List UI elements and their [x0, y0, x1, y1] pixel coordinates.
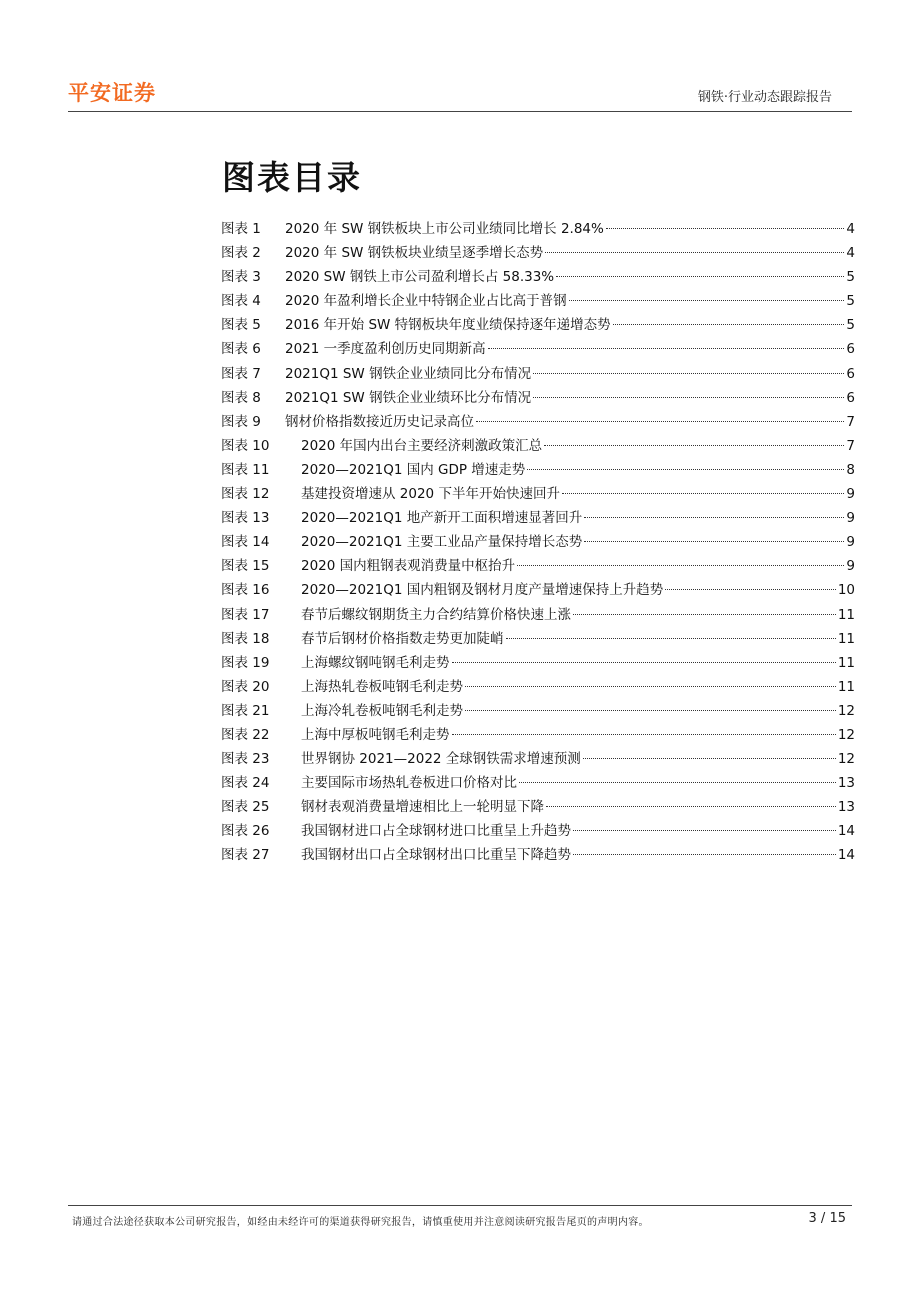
toc-entry-label: 图表 25	[221, 799, 270, 816]
toc-entry-title: 基建投资增速从 2020 下半年开始快速回升	[301, 486, 560, 503]
toc-entry[interactable]	[221, 509, 855, 533]
toc-entry-page: 13	[837, 799, 855, 816]
toc-entry[interactable]	[221, 606, 855, 630]
toc-leader-dots	[452, 734, 836, 735]
toc-entry-title: 2020 年 SW 钢铁板块上市公司业绩同比增长 2.84%	[285, 221, 604, 237]
toc-entry-label: 图表 18	[221, 630, 270, 647]
toc-entry-title: 我国钢材出口占全球钢材出口比重呈下降趋势	[301, 847, 571, 864]
toc-entry-page: 14	[837, 847, 855, 864]
toc-entry[interactable]	[221, 702, 855, 726]
toc-entry[interactable]	[221, 678, 855, 702]
toc-entry-title: 我国钢材进口占全球钢材进口比重呈上升趋势	[301, 823, 571, 840]
page-title: 图表目录	[222, 158, 362, 197]
toc-leader-dots	[517, 565, 844, 566]
toc-leader-dots	[573, 854, 836, 855]
toc-entry-label: 图表 14	[221, 534, 270, 551]
toc-entry-title: 2020—2021Q1 地产新开工面积增速显著回升	[301, 510, 583, 527]
toc-entry[interactable]	[221, 557, 855, 581]
toc-leader-dots	[545, 252, 844, 253]
report-type: 钢铁·行业动态跟踪报告	[697, 90, 832, 105]
toc-entry-label: 图表 11	[221, 461, 270, 478]
toc-entry[interactable]	[221, 268, 855, 292]
toc-entry[interactable]	[221, 822, 855, 846]
toc-entry-page: 11	[837, 678, 855, 695]
toc-entry-label: 图表 1	[221, 221, 261, 237]
toc-leader-dots	[465, 710, 836, 711]
toc-entry-label: 图表 13	[221, 510, 270, 527]
toc-entry-label: 图表 4	[221, 293, 261, 310]
toc-leader-dots	[573, 614, 836, 615]
toc-entry-label: 图表 2	[221, 245, 261, 262]
toc-entry[interactable]	[221, 726, 855, 750]
toc-entry[interactable]	[221, 630, 855, 654]
toc-entry-page: 5	[846, 269, 855, 286]
toc-entry[interactable]	[221, 654, 855, 678]
header-divider	[68, 111, 852, 112]
toc-leader-dots	[465, 686, 836, 687]
toc-entry-page: 10	[837, 582, 855, 599]
toc-entry-page: 9	[846, 510, 855, 527]
toc-entry-title: 钢材价格指数接近历史记录高位	[285, 413, 474, 430]
toc-entry-label: 图表 21	[221, 702, 270, 719]
company-logo: 平安证券	[68, 81, 156, 105]
toc-entry-label: 图表 15	[221, 558, 270, 575]
toc-leader-dots	[519, 782, 836, 783]
toc-entry-label: 图表 9	[221, 413, 261, 430]
toc-leader-dots	[533, 373, 844, 374]
toc-entry-title: 2016 年开始 SW 特钢板块年度业绩保持逐年递增态势	[285, 317, 611, 334]
toc-entry-label: 图表 3	[221, 269, 261, 286]
toc-entry[interactable]	[221, 220, 855, 244]
toc-entry-title: 主要国际市场热轧卷板进口价格对比	[301, 775, 517, 792]
toc-entry-page: 14	[837, 823, 855, 840]
toc-leader-dots	[665, 589, 836, 590]
toc-entry[interactable]	[221, 750, 855, 774]
toc-entry[interactable]	[221, 413, 855, 437]
toc-leader-dots	[584, 541, 844, 542]
toc-entry-title: 2021Q1 SW 钢铁企业业绩环比分布情况	[285, 389, 532, 406]
toc-entry-title: 2020 年国内出台主要经济刺激政策汇总	[301, 437, 543, 454]
toc-entry-page: 9	[846, 558, 855, 575]
toc-leader-dots	[546, 806, 836, 807]
toc-entry-title: 春节后螺纹钢期货主力合约结算价格快速上涨	[301, 606, 571, 623]
toc-leader-dots	[569, 300, 845, 301]
toc-entry-page: 7	[846, 437, 855, 454]
toc-entry-label: 图表 20	[221, 678, 270, 695]
toc-entry-page: 6	[846, 341, 855, 358]
toc-entry[interactable]	[221, 365, 855, 389]
toc-entry-page: 12	[837, 751, 855, 768]
toc-leader-dots	[556, 276, 844, 277]
toc-entry-title: 2020—2021Q1 主要工业品产量保持增长态势	[301, 534, 583, 551]
toc-entry-page: 8	[846, 461, 855, 478]
toc-entry-label: 图表 5	[221, 317, 261, 334]
toc-leader-dots	[488, 348, 845, 349]
toc-entry-label: 图表 19	[221, 654, 270, 671]
toc-entry-label: 图表 8	[221, 389, 261, 406]
toc-leader-dots	[583, 758, 836, 759]
toc-entry-title: 2020—2021Q1 国内 GDP 增速走势	[301, 461, 526, 478]
toc-entry-page: 6	[846, 365, 855, 382]
toc-entry-page: 4	[846, 221, 855, 237]
toc-entry-label: 图表 23	[221, 751, 270, 768]
toc-entry-title: 钢材表观消费量增速相比上一轮明显下降	[301, 799, 544, 816]
toc-entry-page: 9	[846, 534, 855, 551]
toc-entry-label: 图表 7	[221, 365, 261, 382]
toc-entry-title: 上海冷轧卷板吨钢毛利走势	[301, 702, 463, 719]
toc-entry[interactable]	[221, 437, 855, 461]
toc-entry[interactable]	[221, 846, 855, 870]
toc-entry-title: 2020—2021Q1 国内粗钢及钢材月度产量增速保持上升趋势	[301, 582, 664, 599]
toc-entry-label: 图表 16	[221, 582, 270, 599]
toc-entry-title: 春节后钢材价格指数走势更加陡峭	[301, 630, 504, 647]
toc-entry-label: 图表 26	[221, 823, 270, 840]
toc-entry[interactable]	[221, 461, 855, 485]
toc-entry[interactable]	[221, 292, 855, 316]
toc-entry-page: 5	[846, 317, 855, 334]
toc-entry-label: 图表 10	[221, 437, 270, 454]
toc-leader-dots	[562, 493, 844, 494]
toc-entry[interactable]	[221, 316, 855, 340]
toc-entry-label: 图表 17	[221, 606, 270, 623]
toc-leader-dots	[533, 397, 844, 398]
toc-leader-dots	[544, 445, 844, 446]
toc-entry-label: 图表 6	[221, 341, 261, 358]
toc-entry-title: 2021 一季度盈利创历史同期新高	[285, 341, 486, 358]
toc-leader-dots	[613, 324, 845, 325]
toc-entry-page: 7	[846, 413, 855, 430]
toc-list	[221, 220, 855, 871]
footer-divider	[68, 1205, 852, 1206]
toc-leader-dots	[584, 517, 844, 518]
toc-entry-page: 9	[846, 486, 855, 503]
toc-entry-label: 图表 27	[221, 847, 270, 864]
toc-leader-dots	[452, 662, 836, 663]
toc-entry-label: 图表 24	[221, 775, 270, 792]
toc-entry-page: 11	[837, 606, 855, 623]
toc-entry-title: 2021Q1 SW 钢铁企业业绩同比分布情况	[285, 365, 532, 382]
toc-leader-dots	[527, 469, 844, 470]
toc-entry-label: 图表 12	[221, 486, 270, 503]
toc-leader-dots	[573, 830, 836, 831]
toc-entry-page: 5	[846, 293, 855, 310]
toc-entry-label: 图表 22	[221, 726, 270, 743]
toc-entry-page: 6	[846, 389, 855, 406]
toc-entry-title: 上海热轧卷板吨钢毛利走势	[301, 678, 463, 695]
toc-entry[interactable]	[221, 798, 855, 822]
toc-entry-title: 上海中厚板吨钢毛利走势	[301, 726, 450, 743]
toc-entry-title: 世界钢协 2021—2022 全球钢铁需求增速预测	[301, 751, 581, 768]
toc-entry-title: 2020 SW 钢铁上市公司盈利增长占 58.33%	[285, 269, 555, 286]
toc-entry[interactable]	[221, 244, 855, 268]
toc-leader-dots	[476, 421, 844, 422]
toc-leader-dots	[506, 638, 836, 639]
toc-entry-title: 2020 年 SW 钢铁板块业绩呈逐季增长态势	[285, 245, 544, 262]
toc-entry-page: 11	[837, 630, 855, 647]
toc-entry[interactable]	[221, 774, 855, 798]
toc-entry-page: 4	[846, 245, 855, 262]
toc-entry-page: 12	[837, 726, 855, 743]
toc-entry-page: 11	[837, 654, 855, 671]
toc-entry-title: 2020 年盈利增长企业中特钢企业占比高于普钢	[285, 293, 567, 310]
toc-leader-dots	[606, 228, 845, 229]
toc-entry[interactable]	[221, 581, 855, 605]
toc-entry[interactable]	[221, 389, 855, 413]
toc-entry[interactable]	[221, 485, 855, 509]
toc-entry-page: 12	[837, 702, 855, 719]
toc-entry-page: 13	[837, 775, 855, 792]
toc-entry[interactable]	[221, 533, 855, 557]
toc-entry-title: 2020 国内粗钢表观消费量中枢抬升	[301, 558, 516, 575]
footer-disclaimer: 请通过合法途径获取本公司研究报告，如经由未经许可的渠道获得研究报告，请慎重使用并注意阅读研究报告尾页的声明内容。	[72, 1217, 649, 1228]
page-number: 3 / 15	[808, 1211, 846, 1226]
toc-entry-title: 上海螺纹钢吨钢毛利走势	[301, 654, 450, 671]
toc-entry[interactable]	[221, 340, 855, 364]
